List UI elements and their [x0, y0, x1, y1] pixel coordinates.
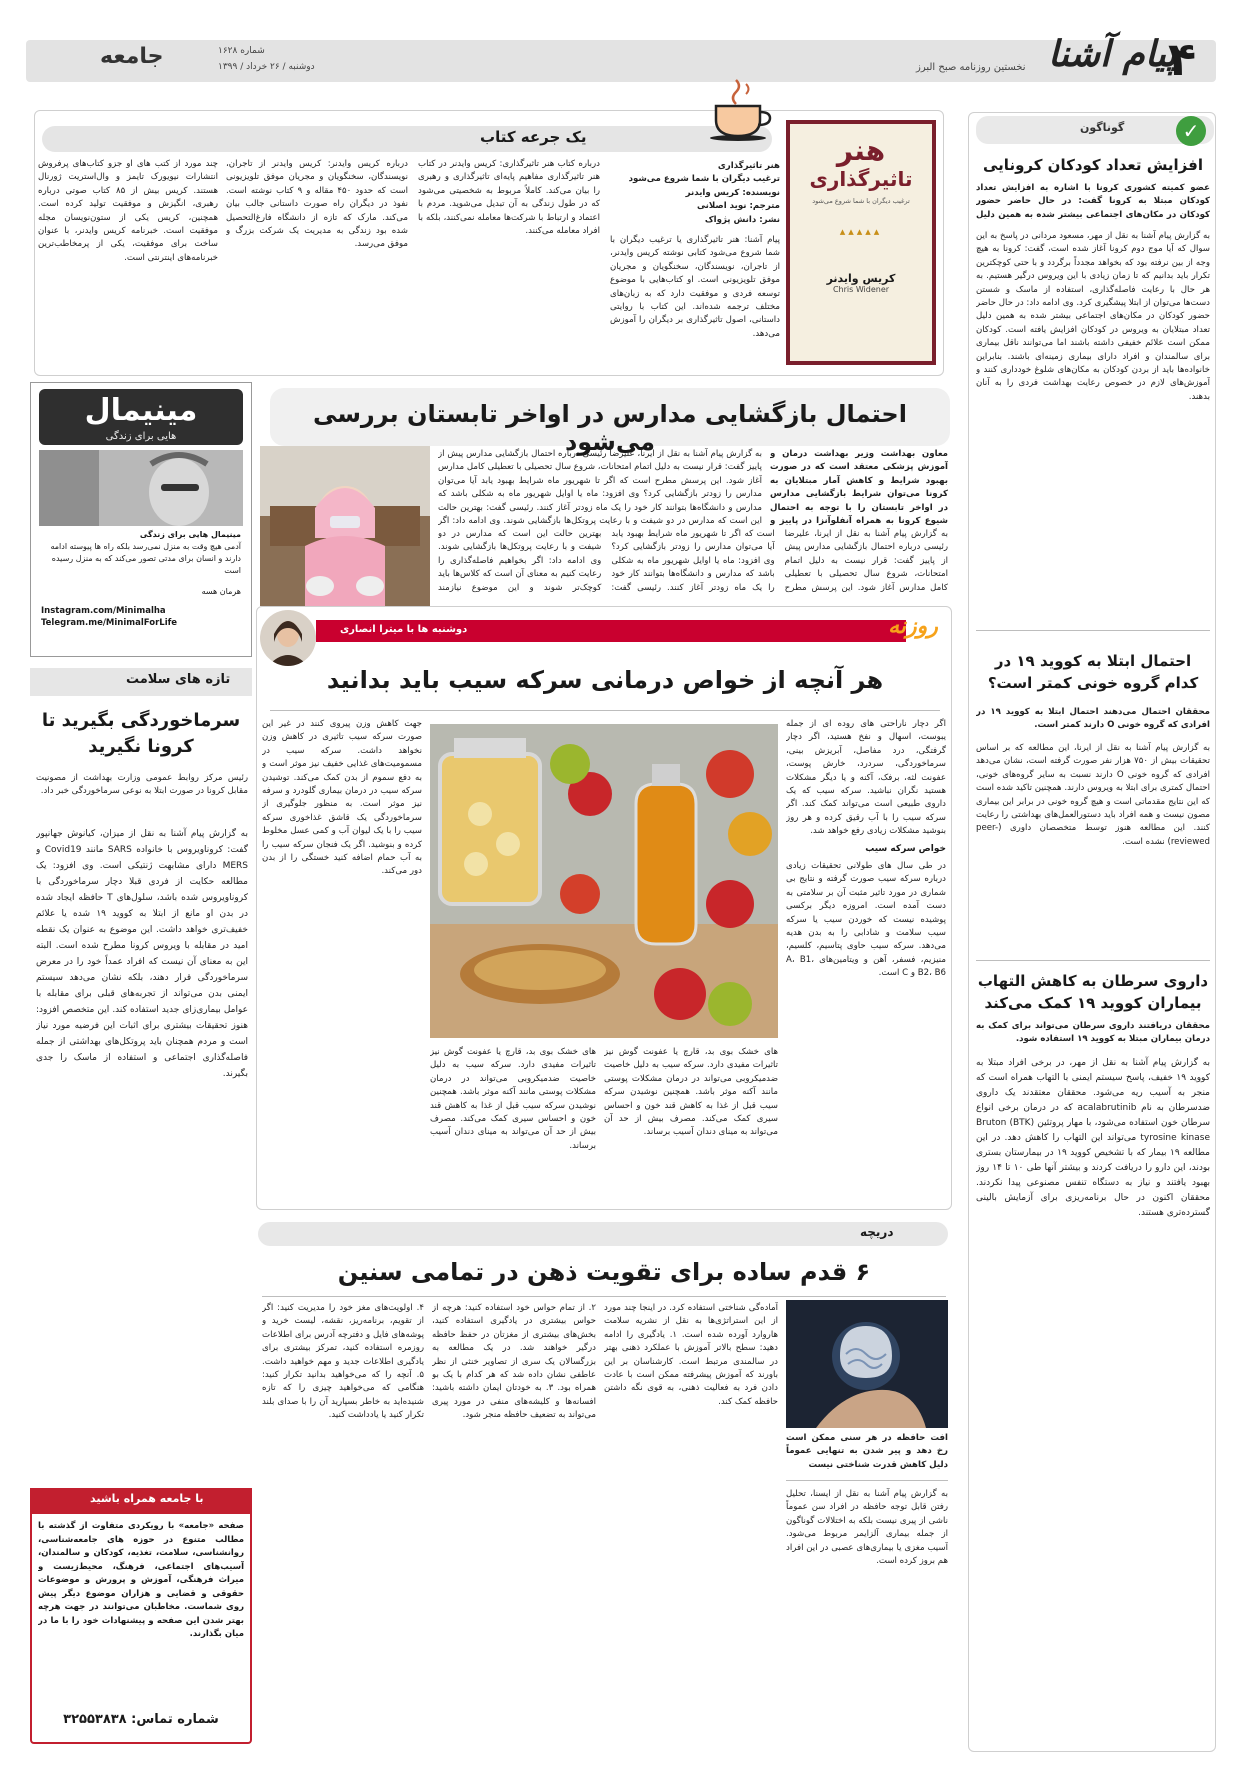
divider: [270, 710, 940, 711]
schools-title: احتمال بازگشایی مدارس در اواخر تابستان بررسی می‌شود: [313, 400, 907, 456]
apple-text: اگر دچار ناراحتی های روده ای از جمله یبوست، اسهال و نفخ هستید، اگر دچار گرفتگی، درد مفاصل، آبریزش بینی، سرماخوردگی، سردرد، خارش پوست، عفونت لثه، برفک، آکنه و یا دیگر مشکلات هستید نگران نباشید. سرکه سیب که یک داروی طبیعی است می‌تواند کمک کند. اگر سرکه سیب را با آب رقیق کرده و هر روز بنوشید مشکلات زیادی رفع خواهد شد.: [786, 719, 946, 836]
minimal-box: [30, 382, 252, 657]
section-name: جامعه: [100, 44, 164, 69]
brain-text: ۲. از تمام حواس خود استفاده کنید: هرچه از حواس بیشتری در یادگیری استفاده کنید، بخش‌های بیشتری از مغزتان در حفظ حافظه درگیر خواهند شد. در یک مطالعه به بزرگسالان یک سری از تصاویر خنثی از نظر عاطفی نشان داده شد که هر کدام با یک بو همراه بود. ۳. به خودتان ایمان داشته باشید: افسانه‌ها و کلیشه‌های منفی در مورد پیری می‌تواند به تضعیف حافظه منجر شود.: [432, 1303, 596, 1421]
minimal-logo-sub: هایی برای زندگی: [105, 431, 177, 442]
minimal-quote-author: هرمان هسه: [201, 587, 241, 596]
brain-tag-bar: [258, 1222, 948, 1246]
column-banner-text: دوشنبه ها با میترا انصاری: [340, 624, 468, 635]
article-title: افزایش تعداد کودکان کرونایی: [983, 156, 1203, 174]
schools-body: به گزارش پیام آشنا به نقل از ایرنا، علیرضا رئیسی درباره احتمال بازگشایی مدارس پیش از پاییز گفت: قرار نیست به دلیل اتمام امتحانات، شروع سال تحصیلی با تعطیلی کامل مدارس آغاز شود. این پرسش مطرح است که اگر تا شهریور ماه شرایط بهبود یابد آیا می‌توان مدارس را زودتر بازگشایی کرد؟ وی افزود: ماه یا اوایل شهریور ماه به شکلی باشد که مدارس و دانشگاه‌ها بتوانند کار خود را یک ماه زودتر آغاز کنند. رئیسی گفت: بهترین حالت این است که مدارس در دو شیفت و با رعایت پروتکل‌ها بازگشایی شوند. وی ادامه داد: اگر بخواهیم فاصله‌گذاری را رعایت کنیم به معنای آن است که کلاس‌ها باید کوچک‌تر شوند و این موضوع نیازمند: [438, 529, 948, 593]
book-text: چند مورد از کتب های او جزو کتاب‌های پرفروش انتشارات نیویورک تایمز و وال‌استریت ژورنال هستند. کریس بیش از ۸۵ کتاب صوتی درباره رهبری، انگیزش و موفقیت تولید کرده است. همچنین، کریس یکی از ستون‌نویسان مجله موفقیت است. خبرنامه کریس وایدنر، با عنوان ساخت برای موفقیت، یکی از پرمخاطب‌ترین خبرنامه‌های اینترنتی است.: [38, 159, 218, 263]
divider: [976, 630, 1210, 631]
apple-text: در طی سال های طولانی تحقیقات زیادی درباره سرکه سیب صورت گرفته و نتایج بی شماری در مورد تاثیر مثبت آن بر سلامتی به دست آمده است. امروزه دیگر برکسی پوشیده نیست که خوردن سیب یا سرکه سیب سلامت و شادابی را به بدن هدیه می‌دهد. سرکه سیب حاوی پتاسیم، کلسیم، منیزیم، فسفر، آهن و ویتامین‌های A، B1، B2، B6 و C است.: [786, 861, 946, 979]
health-title: سرماخوردگی بگیرید تا کرونا نگیرید: [41, 710, 241, 757]
apple-cider-photo: [430, 724, 778, 1038]
brain-tag: دریچه: [860, 1225, 894, 1239]
page-header: [26, 40, 1216, 82]
brain-lead: به گزارش پیام آشنا به نقل از ایسنا، تحلیل رفتن قابل توجه حافظه در افراد سن عموماً ناشی از پیری نیست بلکه به اختلالات گوناگون از جمله بیماری آلزایمر مربوط می‌شود. آسیب مغزی یا بیماری‌های عصبی در این افراد هم بروز کرده است.: [786, 1489, 948, 1567]
student-photo: [260, 446, 430, 606]
cover-author-en: Chris Widener: [832, 285, 890, 294]
cover-subtitle: ترغیب دیگران با شما شروع می‌شود: [812, 197, 910, 205]
article-lead: عضو کمیته کشوری کرونا با اشاره به افزایش تعداد کودکان مبتلا به کرونا گفت: در حال حاضر حضور کودکان در مکان‌های اجتماعی بیشتر شده به همین دلیل: [976, 183, 1210, 220]
divider: [976, 960, 1210, 961]
article-lead: محققان دریافتند داروی سرطان می‌تواند برای کمک به درمان بیماران مبتلا به کووید ۱۹ استفاده شود.: [976, 1021, 1210, 1045]
page-number: ۴: [1168, 32, 1197, 86]
health-lead: رئیس مرکز روابط عمومی وزارت بهداشت از مصونیت مقابل کرونا در صورت ابتلا به نوعی سرماخوردگی خبر داد.: [36, 773, 248, 797]
book-text: درباره کتاب هنر تاثیرگذاری: کریس وایدنر در کتاب هنر تاثیرگذاری مفاهیم پایه‌ای تاثیرگذاری و رهبری را بیان می‌کند. کاملاً مربوط به شخصیتی می‌شود که در طول زندگی به آن تبدیل می‌شوید. مردم با اعتماد و ارتباط با شرکت‌ها معامله نمی‌کنند، بلکه با افراد معامله می‌کنند.: [418, 159, 600, 237]
instagram-link[interactable]: Instagram.com/Minimalha: [41, 606, 166, 616]
column-logo: روزنه: [888, 614, 938, 639]
article-title: داروی سرطان به کاهش التهاب بیماران کووید ۱۹ کمک می‌کند: [977, 972, 1209, 1012]
coffee-cup-icon: [706, 74, 776, 144]
book-meta: هنر تاثیرگذاری ترغیب دیگران با شما شروع می‌شود نویسنده: کریس وایدنر مترجم: نوید اصلانی نشر: دانش پژواک: [628, 161, 780, 225]
schools-body-top: به گزارش پیام آشنا به نقل از ایرنا، علیرضا رئیسی درباره احتمال بازگشایی مدارس پیش از پاییز گفت: قرار نیست به دلیل اتمام امتحانات، شروع سال تحصیلی با تعطیلی کامل مدارس آغاز شود. این پرسش مطرح است که اگر تا شهریور ماه شرایط بهبود یابد آیا می‌توان مدارس را زودتر بازگشایی کرد؟ وی افزود: ماه یا اوایل شهریور ماه به شکلی باشد که مدارس و دانشگاه‌ها بتوانند کار خود را یک ماه زودتر آغاز کنند. رئیسی گفت: بهترین حالت این است که مدارس در دو شیفت و با رعایت پروتکل‌ها بازگشایی شوند. وی ادامه داد: اگر: [438, 449, 762, 527]
health-tag: تازه های سلامت: [126, 672, 231, 687]
column-tag: گوناگون: [1080, 121, 1125, 134]
article-lead: محققان احتمال می‌دهند احتمال ابتلا به کووید ۱۹ در افرادی که گروه خونی O دارند کمتر است.: [976, 707, 1210, 731]
divider: [262, 1296, 946, 1297]
join-text: صفحه «جامعه» با رویکردی متفاوت از گذشته با مطالب متنوع در حوزه های جامعه‌شناسی، روانشناسی، سلامت، تغذیه، کودکان و سالمندان، آسیب‌های اجتماعی، فرهنگ، محیط‌زیست و میراث فرهنگی، آموزش و پرورش و موضوعات حقوقی و قضایی و هزاران موضوع دیگر پیش روی شماست. مخاطبان می‌توانند در جهت هرچه بهتر شدن این صفحه و پیشنهادات خود را با ما در میان بگذارند.: [38, 1521, 244, 1639]
check-icon: ✓: [1176, 116, 1206, 146]
brain-photo: [786, 1300, 948, 1428]
minimal-logo: مینیمال: [39, 389, 243, 445]
photo-caption: افت حافظه در هر سنی ممکن است رخ دهد و پیر شدن به تنهایی عموماً دلیل کاهش قدرت شناختی نیست: [786, 1433, 948, 1470]
article-body: به گزارش پیام آشنا به نقل از ایرنا، این مطالعه که بر اساس تحقیقات بیش از ۷۵۰ هزار نفر صورت گرفته است، نشان می‌دهد افرادی که گروه خونی O دارند نسبت به سایر گروه‌های خونی، احتمال کمتری برای ابتلا به ویروس دارند. همچنین تاکید شده است که این نتایج مقدماتی است و هیچ گروه خونی در برابر این بیماری مصون نیست و همه افراد باید دستورالعمل‌های بهداشتی را رعایت کنند. این مطالعه هنوز توسط متخصصان داوری (peer-reviewed) نشده است.: [976, 743, 1210, 847]
health-body: به گزارش پیام آشنا به نقل از میزان، کیانوش جهانپور گفت: کروناویروس با خانواده SARS مانند Covid19 و MERS دارای مشابهت ژنتیکی است. وی افزود: یک مطالعه حکایت از فردی قبلا دچار سرماخوردگی با کروناویروس شده باشد، سلول‌های T حافظه ایجاد شده در بدن او مانع از ابتلا به کووید ۱۹ شده یا علائم خفیف‌تری خواهد داشت. این موضوع به عنوان یک نقطه امید در مقابله با ویروس کرونا مطرح شده است. البته این به معنای آن نیست که افراد عمداً خود را در معرض سرماخوردگی قرار دهند، بلکه نشان می‌دهد سیستم ایمنی بدن می‌تواند از تجربه‌های قبلی برای مقابله با عوامل بیماری‌زای جدید استفاده کند. این متخصص افزود: هنوز تحقیقات بیشتری برای اثبات این فرضیه مورد نیاز است و مردم همچنان باید پروتکل‌های بهداشتی از جمله فاصله‌گذاری اجتماعی و استفاده از ماسک را جدی بگیرند.: [36, 829, 248, 1079]
cover-title: تاثیرگذاری: [809, 167, 913, 191]
brain-text: ۴. اولویت‌های مغز خود را مدیریت کنید: اگر از تقویم، برنامه‌ریز، نقشه، لیست خرید و پوشه‌های فایل و دفترچه آدرس برای اطلاعات روزمره استفاده کنید، تمرکز بیشتری برای یادگیری اطلاعات جدید و مهم خواهید داشت. ۵. آنچه را که می‌خواهید بدانید تکرار کنید: هنگامی که می‌خواهید چیزی را که تازه شنیده‌اید به خاطر بسپارید آن را با صدای بلند تکرار کنید یا یادداشت کنید.: [262, 1303, 424, 1421]
divider: [786, 1480, 948, 1481]
ducks-icon: ▴▴▴▴▴: [839, 225, 883, 238]
book-section-title: یک جرعه کتاب: [480, 128, 587, 146]
minimal-caption: مینیمال هایی برای زندگی: [139, 530, 241, 539]
book-text: پیام آشنا: هنر تاثیرگذاری یا ترغیب دیگران با شما شروع می‌شود کتابی نوشته کریس وایدنر، از تاجران، نویسندگان، سخنگویان و مجریان موفق تلویزیونی است. او کتاب‌هایی با موضوع توسعه فردی و موفقیت دارد که به زبان‌های مختلف ترجمه شده‌اند. این کتاب با روایتی داستانی، اصول تاثیرگذاری بر دیگران را آموزش می‌دهد.: [610, 235, 780, 339]
book-cover: [786, 120, 936, 365]
apple-text: های خشک بوی بد، قارچ یا عفونت گوش نیز تاثیرات مفیدی دارد. سرکه سیب به دلیل خاصیت ضدمیکروبی می‌تواند در درمان مشکلات پوستی مانند آکنه موثر باشد. همچنین نوشیدن سرکه سیب قبل از غذا به کاهش قند خون و احساس سیری کمک می‌کند. مصرف بیش از حد آن می‌تواند به مینای دندان آسیب برساند.: [604, 1047, 778, 1138]
brain-title: ۶ قدم ساده برای تقویت ذهن در تمامی سنین: [337, 1258, 871, 1286]
paper-logo: پیام آشنا: [1048, 34, 1177, 75]
article-body: به گزارش پیام آشنا به نقل از مهر، مسعود مردانی در پاسخ به این سوال که آیا موج دوم کرونا آغاز شده است، گفت: کرونا به هیچ وجه از بین نرفته بود که بخواهد مجدداً برگردد و با حتی کوچکترین تکرار باید بدانیم که تا زمان زیادی با این ویروس درگیر هستیم. به هر حال با رعایت فاصله‌گذاری، استفاده از ماسک و شستن دست‌ها می‌توان از ابتلا پیشگیری کرد. وی ادامه داد: در حال حاضر حضور کودکان در مکان‌های اجتماعی بیشتر شده به همین دلیل تعداد مبتلایان به ویروس در کودکان افزایش یافته است. کودکان ممکن است علائم خفیفی داشته باشند اما می‌توانند ناقل بیماری برای سالمندان و افراد دارای بیماری زمینه‌ای باشند. بنابراین خانواده‌ها باید از بردن کودکان به مکان‌های شلوغ خودداری کنند و آموزش‌های لازم در خصوص رعایت بهداشت فردی را به آنان بدهند.: [976, 231, 1210, 402]
author-avatar: [260, 610, 316, 666]
minimal-quote: آدمی هیچ وقت به منزل نمی‌رسد بلکه راه ها پیوسته ادامه دارند و انسان برای مدتی تصور می‌کند که به منزل رسیده است: [50, 542, 241, 575]
cover-title: هنر: [836, 134, 886, 167]
book-text: درباره کریس وایدنر: کریس وایدنر از تاجران، نویسندگان، سخنگویان و مجریان موفق تلویزیونی است که حدود ۴۵۰ مقاله و ۹ کتاب نوشته است. نفوذ در دیگران راه صورت داستانی جالب بیان می‌کند. مارک که تازه از دانشگاه فارغ‌التحصیل شده بود زندگی به مدیریت یک شرکت بزرگ و موفق می‌رسد.: [226, 159, 408, 250]
apple-text: جهت کاهش وزن پیروی کنند در غیر این صورت سرکه سیب تاثیری در کاهش وزن نخواهد داشت. سرکه سیب در مسمومیت‌های غذایی خفیف نیز موثر است و به دفع سموم از بدن کمک می‌کند. توشیدن سرکه سیب در درمان بیماری گلودرد و سرفه نیز موثر است. به منظور جلوگیری از سرماخوردگی یک قاشق غذاخوری سرکه سیب را با یک لیوان آب و کمی عسل مخلوط کرده و بنوشید. اگر یک فنجان سرکه سیب را به آب حمام اضافه کنید خستگی را از بدن دور می‌کند.: [262, 719, 422, 877]
telegram-link[interactable]: Telegram.me/MinimalForLife: [41, 618, 178, 628]
apple-text: های خشک بوی بد، قارچ یا عفونت گوش نیز تاثیرات مفیدی دارد. سرکه سیب به دلیل خاصیت ضدمیکروبی می‌تواند در درمان مشکلات پوستی مانند آکنه موثر باشد. همچنین نوشیدن سرکه سیب قبل از غذا به کاهش قند خون و احساس سیری کمک می‌کند. مصرف بیش از حد آن می‌تواند به مینای دندان آسیب برساند.: [430, 1047, 596, 1151]
article-body: به گزارش پیام آشنا به نقل از مهر، در برخی افراد مبتلا به کووید ۱۹ خفیف، پاسخ سیستم ایمنی با التهاب همراه است که منجر به آسیب ریه می‌شود. محققان معتقدند یک داروی ضدسرطان به نام acalabrutinib که در درمان برخی انواع سرطان خون استفاده می‌شود، با مهار پروتئین (BTK) Bruton tyrosine kinase می‌تواند این التهاب را کاهش دهد. در این مطالعه ۱۹ بیمار که با تشخیص کووید ۱۹ در بیمارستان بستری بودند، این دارو را دریافت کردند و بیشتر آنها طی ۱۰ تا ۱۴ روز بهبود یافتند و نیاز به دستگاه تنفس مصنوعی پیدا نکردند. محققان اکنون در حال برنامه‌ریزی برای آزمایش بالینی گسترده‌تری هستند.: [976, 1058, 1210, 1218]
cover-author: کریس وایدنر: [826, 272, 896, 285]
join-title: با جامعه همراه باشید: [90, 1492, 204, 1505]
issue-date: دوشنبه / ۲۶ خرداد / ۱۳۹۹: [218, 62, 315, 72]
brain-text: آماده‌گی شناختی استفاده کرد. در اینجا چند مورد از این استراتژی‌ها به نقل از نشریه سلامت هاروارد آورده شده است. ۱. یادگیری را ادامه دهید: سطح بالاتر آموزش با عملکرد ذهنی بهتر در سالمندی مرتبط است. کارشناسان بر این باورند که آموزش پیشرفته ممکن است با عادت دادن فرد به فعالیت ذهنی، به قوی نگه داشتن حافظه کمک کند.: [604, 1303, 778, 1407]
paper-slogan: نخستین روزنامه صبح البرز: [916, 62, 1026, 73]
apple-title: هر آنچه از خواص درمانی سرکه سیب باید بدانید: [326, 666, 884, 694]
article-title: احتمال ابتلا به کووید ۱۹ در کدام گروه خونی کمتر است؟: [987, 652, 1199, 692]
book-section-bar: [42, 126, 772, 152]
issue-number: شماره ۱۶۲۸: [218, 46, 265, 56]
portrait-photo: [39, 450, 243, 526]
schools-lead: معاون بهداشت وزیر بهداشت درمان و آموزش پزشکی معتقد است که در صورت بهبود شرایط و کاهش آمار مبتلایان به کرونا می‌توان شرایط بازگشایی مدارس در اواخر تابستان را با توجه به احتمال شیوع کرونا به همراه آنفلوآنزا در پاییز و: [770, 449, 948, 527]
contact-phone[interactable]: شماره تماس: ۳۲۵۵۳۸۳۸: [63, 1712, 219, 1727]
apple-subheading: خواص سرکه سیب: [865, 844, 946, 854]
